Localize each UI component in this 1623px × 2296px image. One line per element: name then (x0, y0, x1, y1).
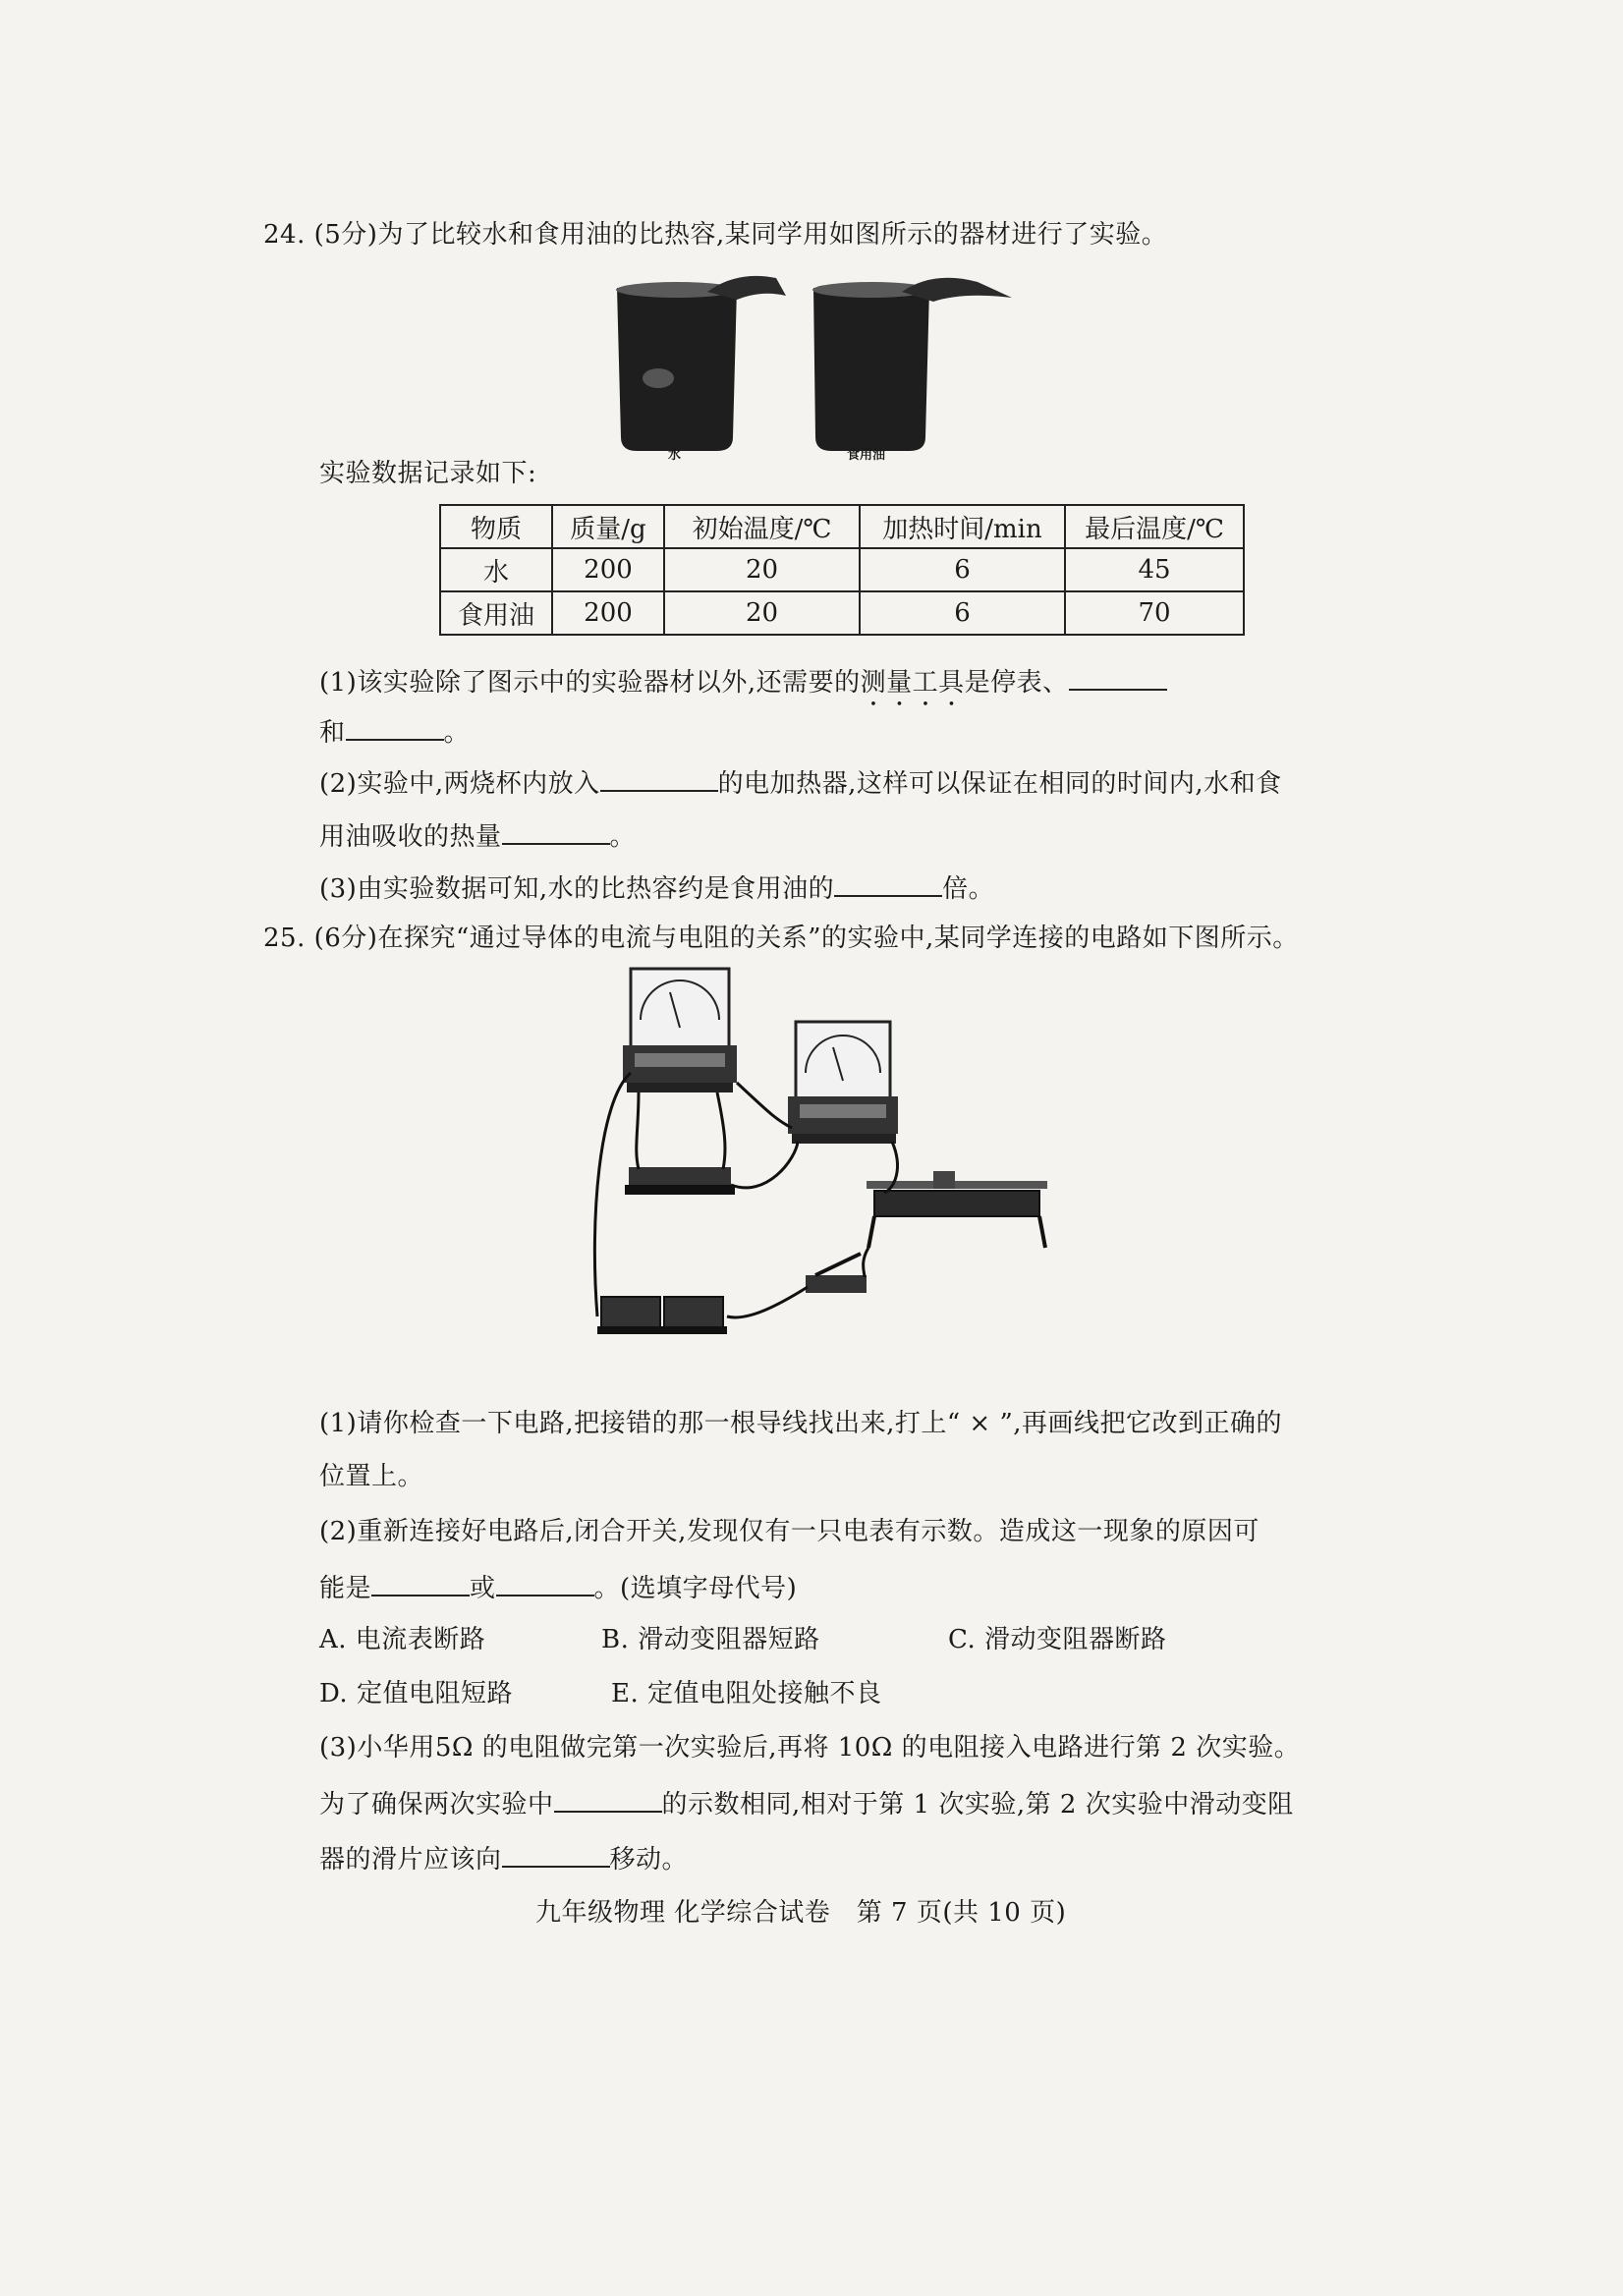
switch (806, 1254, 867, 1293)
option-e: E. 定值电阻处接触不良 (611, 1679, 882, 1708)
table-header: 质量/g (552, 505, 664, 548)
table-cell: 6 (860, 591, 1065, 635)
table-header-row (440, 505, 1244, 548)
beakers-figure (589, 270, 1041, 467)
answer-blank[interactable] (496, 1569, 594, 1596)
q25-part2-line1: (2)重新连接好电路后,闭合开关,发现仅有一只电表有示数。造成这一现象的原因可 (319, 1517, 1259, 1546)
q25-part1-line1: (1)请你检查一下电路,把接错的那一根导线找出来,打上“ × ”,再画线把它改到正确的 (319, 1409, 1283, 1438)
q24-part1-line1: (1)该实验除了图示中的实验器材以外,还需要的测量工具是停表、 (319, 663, 1167, 712)
circuit-figure (580, 963, 1091, 1385)
data-table (439, 504, 1245, 636)
q25-part3-line2: 为了确保两次实验中 的示数相同,相对于第 1 次实验,第 2 次实验中滑动变阻 (319, 1785, 1294, 1821)
q24-stem: 24. (5分)为了比较水和食用油的比热容,某同学用如图所示的器材进行了实验。 (263, 220, 1168, 250)
voltmeter (788, 1022, 898, 1144)
q24-part3: (3)由实验数据可知,水的比热容约是食用油的 倍。 (319, 869, 994, 906)
table-cell: 20 (664, 591, 860, 635)
answer-blank[interactable] (502, 817, 610, 845)
table-header: 物质 (440, 505, 552, 548)
battery (597, 1297, 727, 1334)
q24-part1-line2: 和 。 (319, 713, 470, 750)
oil-beaker (812, 278, 1012, 451)
water-beaker (616, 276, 786, 451)
q25-stem: 25. (6分)在探究“通过导体的电流与电阻的关系”的实验中,某同学连接的电路如下图所示。 (263, 924, 1299, 953)
ammeter (623, 969, 737, 1092)
option-b: B. 滑动变阻器短路 (601, 1625, 820, 1654)
table-cell: 200 (552, 548, 664, 591)
answer-blank[interactable] (834, 869, 942, 897)
answer-blank[interactable] (371, 1569, 470, 1596)
answer-blank[interactable] (600, 764, 718, 792)
answer-blank[interactable] (1069, 663, 1167, 691)
q24-part2-line1: (2)实验中,两烧杯内放入 的电加热器,这样可以保证在相同的时间内,水和食 (319, 764, 1282, 801)
table-header: 初始温度/℃ (664, 505, 860, 548)
table-cell: 水 (440, 548, 552, 591)
record-intro: 实验数据记录如下: (319, 459, 537, 488)
q25-part1-line2: 位置上。 (319, 1462, 424, 1491)
answer-blank[interactable] (346, 713, 444, 741)
table-header: 最后温度/℃ (1065, 505, 1244, 548)
q25-part3-line3: 器的滑片应该向 移动。 (319, 1840, 688, 1876)
q25-part3-line1: (3)小华用5Ω 的电阻做完第一次实验后,再将 10Ω 的电阻接入电路进行第 2 次实验。 (319, 1733, 1301, 1763)
dotted-emphasis: 测量工具 (860, 668, 965, 698)
option-a: A. 电流表断路 (319, 1625, 486, 1654)
fixed-resistor (625, 1167, 735, 1195)
table-header: 加热时间/min (860, 505, 1065, 548)
table-row (440, 548, 1244, 591)
table-row (440, 591, 1244, 635)
table-cell: 45 (1065, 548, 1244, 591)
table-cell: 200 (552, 591, 664, 635)
option-d: D. 定值电阻短路 (319, 1679, 513, 1708)
answer-blank[interactable] (554, 1785, 662, 1813)
water-label: 水 (668, 448, 682, 463)
table-cell: 食用油 (440, 591, 552, 635)
option-c: C. 滑动变阻器断路 (948, 1625, 1167, 1654)
table-cell: 70 (1065, 591, 1244, 635)
table-cell: 20 (664, 548, 860, 591)
q24-part2-line2: 用油吸收的热量 。 (319, 817, 636, 854)
table-cell: 6 (860, 548, 1065, 591)
oil-label: 食用油 (847, 448, 886, 463)
q25-part2-line2: 能是 或 。(选填字母代号) (319, 1569, 797, 1605)
answer-blank[interactable] (502, 1840, 610, 1868)
page-footer: 九年级物理 化学综合试卷 第 7 页(共 10 页) (535, 1898, 1067, 1928)
